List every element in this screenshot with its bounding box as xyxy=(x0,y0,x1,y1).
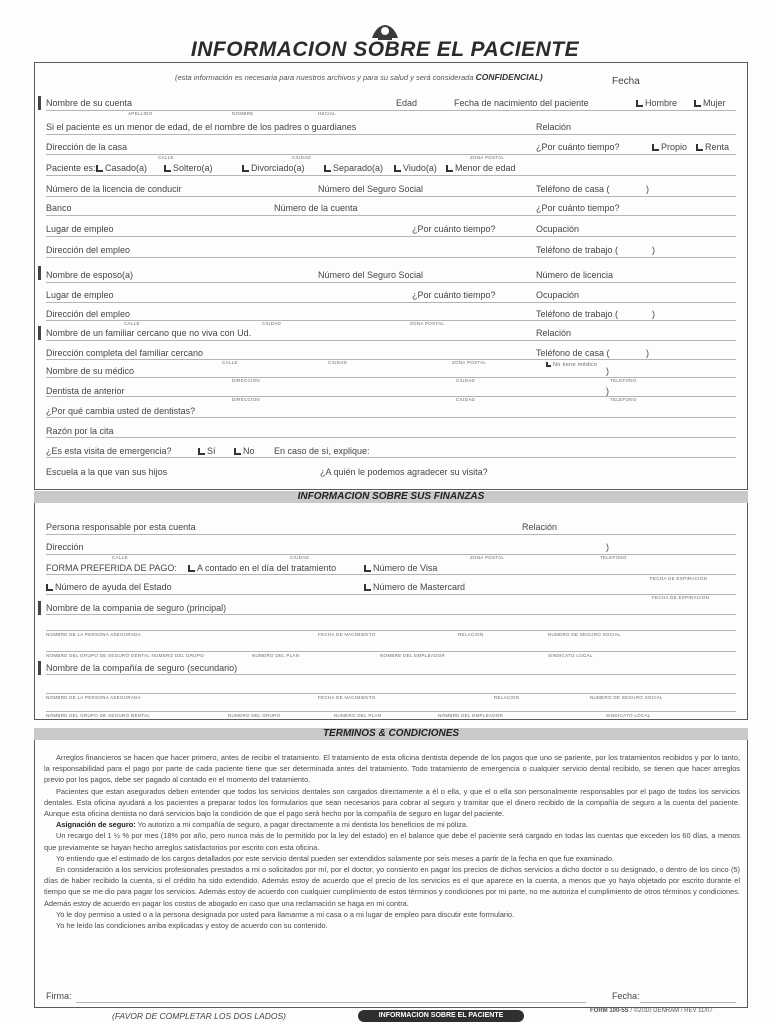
spouse-employer-row[interactable]: Lugar de empleo ¿Por cuánto tiempo? Ocupación xyxy=(46,290,580,300)
why-change-row[interactable]: ¿Por qué cambia usted de dentistas? xyxy=(46,406,196,416)
school-row[interactable]: Escuela a la que van sus hijos ¿A quién le podemos agradecer su visita? xyxy=(46,467,488,477)
payment-method-row[interactable]: FORMA PREFERIDA DE PAGO: A contado en el día del tratamiento Número de Visa xyxy=(46,563,438,573)
relative-row[interactable]: Nombre de un familiar cercano que no viva con Ud. Relación xyxy=(46,328,572,338)
single-checkbox[interactable]: Soltero(a) xyxy=(164,163,213,173)
signature-row[interactable]: Firma: Fecha: xyxy=(46,991,640,1001)
secondary-insurance-row[interactable]: Nombre de la compañía de seguro (secundario) xyxy=(46,663,238,673)
finance-address-row[interactable]: Dirección ) xyxy=(46,542,609,552)
bank-row[interactable]: Banco Número de la cuenta ¿Por cuánto tiempo? xyxy=(46,203,620,213)
intro-text: (esta información es necesaria para nuestros archivos y para su salud y será considerada CONFIDENCIAL) xyxy=(175,72,543,82)
section-marker xyxy=(38,661,41,675)
signature-date-line[interactable] xyxy=(640,1002,736,1003)
visa-checkbox[interactable]: Número de Visa xyxy=(364,563,437,573)
signature-line[interactable] xyxy=(76,1002,586,1003)
employer-row[interactable]: Lugar de empleo ¿Por cuánto tiempo? Ocupación xyxy=(46,224,580,234)
female-checkbox[interactable]: Mujer xyxy=(694,98,726,108)
finance-band: INFORMACION SOBRE SUS FINANZAS xyxy=(34,491,748,503)
terms-band: TERMINOS & CONDICIONES xyxy=(34,728,748,740)
previous-dentist-row[interactable]: Dentista de anterior ) xyxy=(46,386,609,396)
male-checkbox[interactable]: Hombre xyxy=(636,98,677,108)
no-doctor-checkbox[interactable]: No tiene médico xyxy=(546,362,597,368)
form-number: FORM 100-5S / ©2010 DENRAM / REV 11/07 xyxy=(590,1008,713,1014)
form-title: INFORMACION SOBRE EL PACIENTE xyxy=(190,38,580,61)
section-marker xyxy=(38,96,41,110)
reason-row[interactable]: Razón por la cita xyxy=(46,426,114,436)
responsible-row[interactable]: Persona responsable por esta cuenta Relación xyxy=(46,522,558,532)
emergency-yes-checkbox[interactable]: Sí xyxy=(198,446,216,456)
mastercard-checkbox[interactable]: Número de Mastercard xyxy=(364,582,465,592)
minor-checkbox[interactable]: Menor de edad xyxy=(446,163,516,173)
license-row[interactable]: Número de la licencia de conducir Número del Seguro Social Teléfono de casa ( ) xyxy=(46,184,649,194)
spouse-work-address-row[interactable]: Dirección del empleo Teléfono de trabajo ( ) xyxy=(46,309,655,319)
rent-checkbox[interactable]: Renta xyxy=(696,142,729,152)
emergency-row[interactable]: ¿Es esta visita de emergencia? Sí No En caso de sí, explique: xyxy=(46,446,370,456)
separated-checkbox[interactable]: Separado(a) xyxy=(324,163,383,173)
form-name-badge: INFORMACION SOBRE EL PACIENTE xyxy=(358,1010,524,1022)
own-checkbox[interactable]: Propio xyxy=(652,142,687,152)
date-label: Fecha xyxy=(612,76,640,87)
home-address-row[interactable]: Dirección de la casa ¿Por cuánto tiempo? Propio Renta xyxy=(46,142,730,152)
complete-both-sides-note: (FAVOR DE COMPLETAR LOS DOS LADOS) xyxy=(112,1011,286,1021)
terms-text: Arreglos financieros se hacen que hacer primero, antes de recibir el tratamiento. El tratamiento de esta oficina dentista depende de los pagos que uno se pariente, por los tratamientos recibidos y por lo tanto, la responsabilidad para el pago por parte de cada paciente tiene que ser determinada antes del tratamiento. Todo tratamiento de emergencia o cualquier servicio dental recibido, se tienen que hacer arreglos previo por los pagos, debe ser pagado al contado en el momento del tratamiento. Pacientes que estan asegurados deben entender que todos los servicios dentales son cargados directamente a él o ella, y que el o ella son personalmente responsables por el pago de todos los servicios dentales. Esta oficina ayudará a los pacientes a preparar todos los formularios que sean necesarios para cobrar al seguro y tramitar que el dinero recibido de la compañía de seguro a la cuenta del paciente. Aunque esta oficina dentista no dará servicios bajo la condición de que el pago será hecho por la compañía de seguro en lugar del paciente. Asignación de seguro: Yo autorizo a mi compañía de seguro, a pagar directamente a mi dentista los beneficios de mi póliza. Un recargo del 1 ½ % por mes (18% por año, pero nunca más de lo permitido por la ley del estado) en el balance que debe el paciente será cargado en todas las cuentas que exceden los 60 días, a menos que previamente se hayan hecho arreglos satisfactorios por escrito con esta oficina. Yo entiendo que el estimado de los cargos detallados por este servicio dental pueden ser extendidos solamente por seis meses a partir de la fecha en que fue examinado. En consideración a los servicios profesionales prestados a mi o solicitados por mí, por el doctor, yo consiento en pagar los precios de dichos servicios a dicho doctor o su designado, o dentro de los cinco (5) días de haber recibido la cuenta, si el crédito ha sido extendido. Además estoy de acuerdo que el precio de los servicios es el que aparece en la cuenta, a menos que yo haya objetado por escrito durante el tiempo que se me dio para pagar los servicios. Además estoy de acuerdo con cualquier cumplimiento de estos términos y condiciones por mi parte, no me autoriza el cumplimiento de otros términos y condiciones. Además estoy de acuerdo en pagar los costos de abogado en caso que una reclamación se haga en mi contra. Yo le doy permiso a usted o a la persona designada por usted para llamarme a mi casa o a mi lugar de empleo para discutir este formulario. Yo he leído las condiciones arriba explicadas y estoy de acuerdo con su contenido. xyxy=(44,753,740,931)
married-checkbox[interactable]: Casado(a) xyxy=(96,163,147,173)
state-aid-checkbox[interactable]: Número de ayuda del Estado xyxy=(46,582,172,592)
relative-address-row[interactable]: Dirección completa del familiar cercano Teléfono de casa ( ) xyxy=(46,348,649,358)
account-name-row[interactable]: Nombre de su cuenta Edad Fecha de nacimiento del paciente Hombre Mujer xyxy=(46,98,726,108)
divorced-checkbox[interactable]: Divorciado(a) xyxy=(242,163,305,173)
state-aid-row[interactable] xyxy=(46,582,736,600)
section-marker xyxy=(38,601,41,615)
widowed-checkbox[interactable]: Viudo(a) xyxy=(394,163,437,173)
primary-insurance-row[interactable]: Nombre de la compania de seguro (principal) xyxy=(46,603,227,613)
marital-status-row[interactable]: Paciente es: Casado(a) Soltero(a) Divorciado(a) Separado(a) Viudo(a) Menor de edad xyxy=(46,163,516,173)
emergency-no-checkbox[interactable]: No xyxy=(234,446,255,456)
spouse-name-row[interactable]: Nombre de esposo(a) Número del Seguro Social Número de licencia xyxy=(46,270,614,280)
cash-checkbox[interactable]: A contado en el día del tratamiento xyxy=(188,563,336,573)
section-marker xyxy=(38,326,41,340)
guardian-row[interactable]: Si el paciente es un menor de edad, de el nombre de los padres o guardianes Relación xyxy=(46,122,572,132)
section-marker xyxy=(38,266,41,280)
doctor-row[interactable]: Nombre de su médico ) xyxy=(46,366,609,376)
work-address-row[interactable]: Dirección del empleo Teléfono de trabajo ( ) xyxy=(46,245,655,255)
